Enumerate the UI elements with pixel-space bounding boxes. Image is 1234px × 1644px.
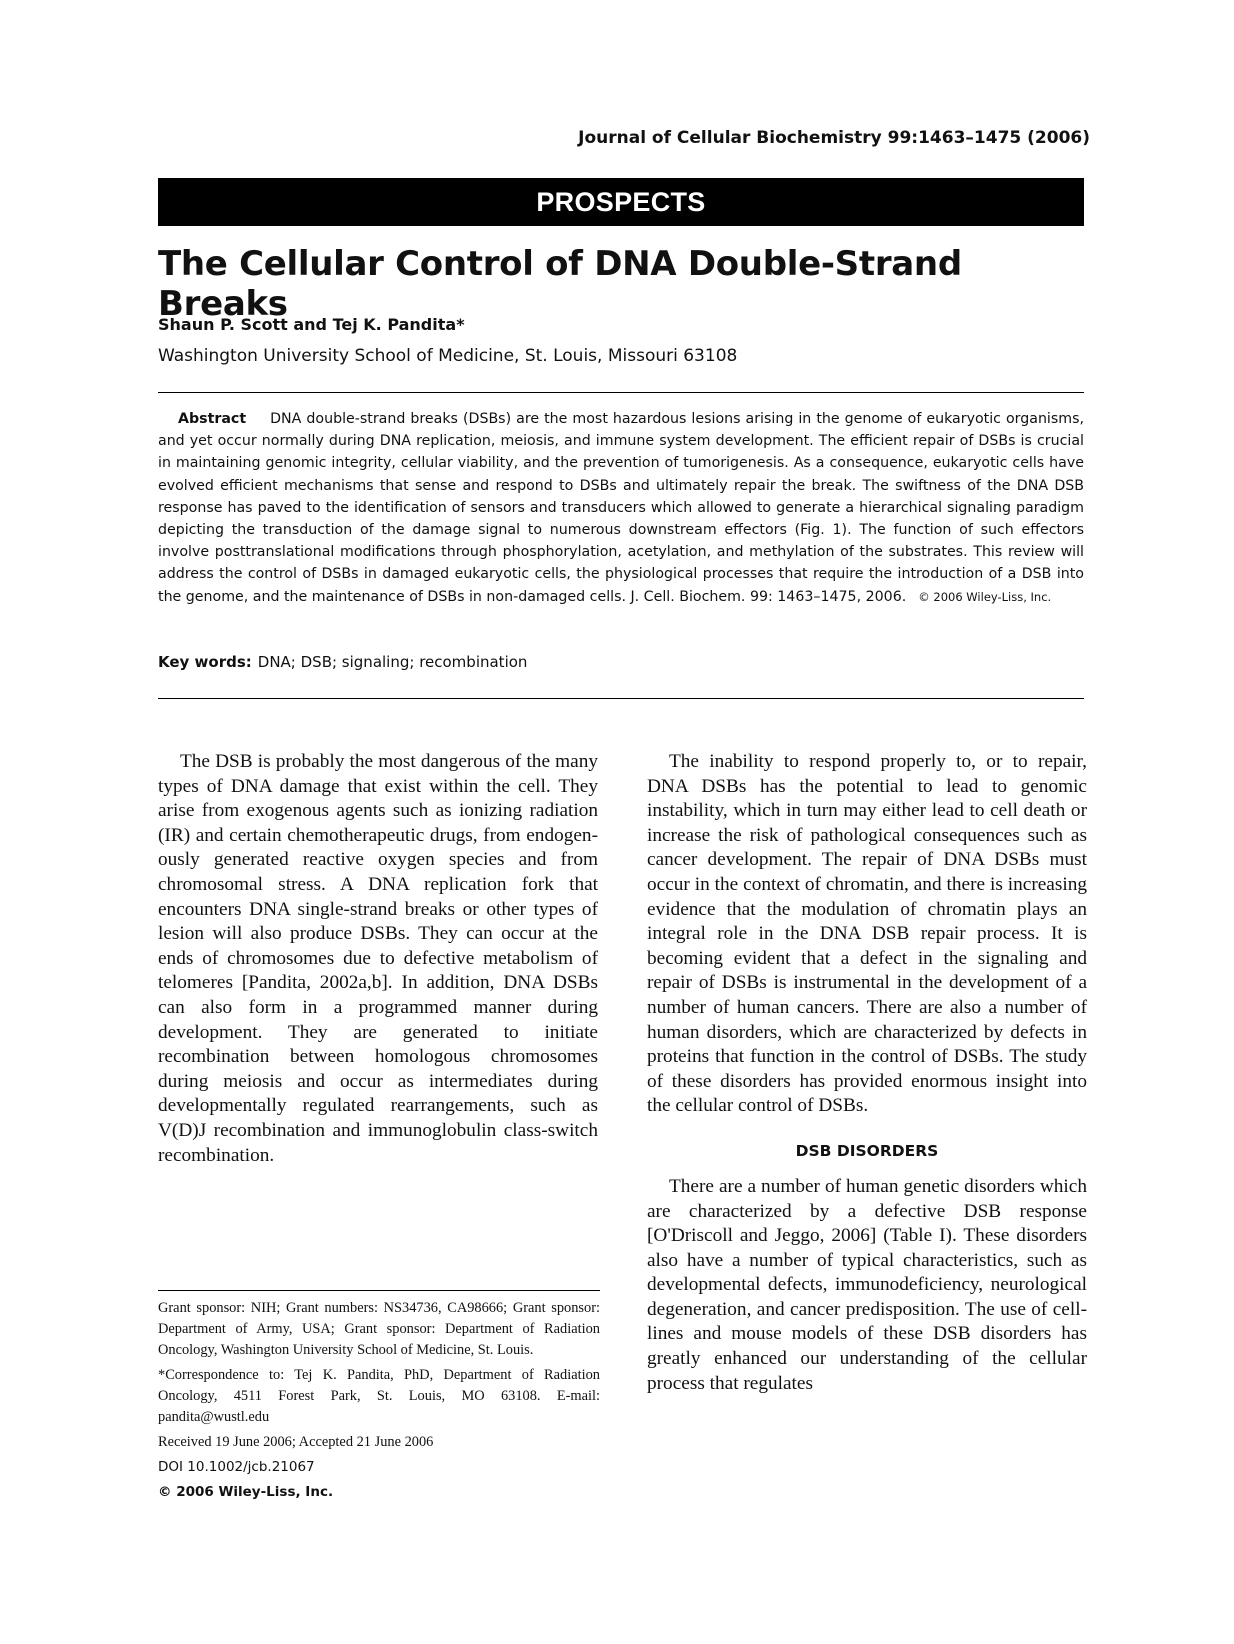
section-banner [158,178,1084,226]
abstract-copyright: © 2006 Wiley-Liss, Inc. [918,589,1052,604]
abstract-label: Abstract [178,411,247,427]
abstract-top-rule [158,392,1084,393]
keywords-label: Key words: [158,653,252,671]
body-paragraph: The inability to respond properly to, or to repair, DNA DSBs has the potential to lead to genomic instability, which in turn may either lead to cell death or increase the risk of pathological consequences such as cancer development. The repair of DNA DSBs must occur in the context of chromatin, and there is increasing evidence that the modulation of chromatin plays an integral role in the DNA DSB repair process. It is becoming evident that a defect in the signaling and repair of DSBs is instrumental in the development of a number of human cancers. There are also a number of human disorders, which are characterized by defects in proteins that function in the control of DSBs. The study of these disorders has provided enormous insight into the cellular control of DSBs. [647,751,1087,1117]
author-list: Shaun P. Scott and Tej K. Pandita* [158,315,465,334]
footnote-rule [158,1290,600,1291]
article-title: The Cellular Control of DNA Double-Strand Breaks [158,244,962,324]
keywords-text: DNA; DSB; signaling; recombination [257,653,528,671]
section-heading: DSB DISORDERS [795,1141,939,1160]
body-column-left [158,750,598,1168]
author-affiliation: Washington University School of Medicine, St. Louis, Missouri 63108 [158,346,738,366]
body-paragraph: There are a number of human genetic disorders which are characterized by a defective DSB response [O'Driscoll and Jeggo, 2006] (Table I). These disorders also have a number of typical characteristics, such as developmental defects, immunodeficiency, neurological degeneration, and cancer predisposition. The use of cell-lines and mouse models of these DSB disorders has greatly enhanced our understanding of the cellular process that regulates [647,1175,1087,1394]
abstract-bottom-rule [158,698,1084,699]
abstract-text: DNA double-strand breaks (DSBs) are the most hazardous lesions arising in the genome of eukaryotic organisms, and yet occur normally during DNA replication, meiosis, and immune system development. The efficient repair of DSBs is crucial in maintaining genomic integrity, cellular viability, and the prevention of tumorigenesis. As a consequence, eukaryotic cells have evolved efficient mechanisms that sense and respond to DSBs and ultimately repair the break. The swiftness of the DNA DSB response has paved to the identification of sensors and transducers which allowed to generate a hierarchical signaling paradigm depicting the transduction of the damage signal to numerous downstream effectors (Fig. 1). The function of such effectors involve posttranslational modifications through phosphorylation, acetylation, and methylation of the substrates. This review will address the control of DSBs in damaged eukaryotic cells, the physiological processes that require the introduction of a DSB into the genome, and the maintenance of DSBs in non-damaged cells. J. Cell. Biochem. 99: 1463–1475, 2006. [158,411,1084,605]
keywords [158,653,527,671]
copyright-footnote: © 2006 Wiley-Liss, Inc. [158,1484,334,1500]
received-footnote: Received 19 June 2006; Accepted 21 June 2006 [158,1434,434,1450]
doi-footnote: DOI 10.1002/jcb.21067 [158,1459,315,1475]
journal-citation: Journal of Cellular Biochemistry 99:1463–1475 (2006) [578,128,1090,148]
body-column-right [647,750,1087,1396]
grant-footnote: Grant sponsor: NIH; Grant numbers: NS34736, CA98666; Grant sponsor: Department of Army, USA; Grant sponsor: Department of Radiation Oncology, Washington University School of Medicine, St. Louis. [158,1300,600,1358]
footnotes [158,1298,600,1507]
abstract [158,408,1084,608]
correspondence-footnote: *Correspondence to: Tej K. Pandita, PhD, Department of Radiation Oncology, 4511 Forest Park, St. Louis, MO 63108. E-mail: pandita@wustl.edu [158,1367,600,1425]
body-paragraph: The DSB is probably the most dangerous of the many types of DNA damage that exist within the cell. They arise from exogenous agents such as ionizing radiation (IR) and certain chemotherapeutic drugs, from endogenously generated reactive oxygen species and from chromosomal stress. A DNA replication fork that encounters DNA single-strand breaks or other types of lesion will also produce DSBs. They can occur at the ends of chromosomes due to defective metabolism of telomeres [Pandita, 2002a,b]. In addition, DNA DSBs can also form in a programmed manner during development. They are generated to initiate recombination between homologous chromosomes during meiosis and occur as intermediates during developmentally regulated rearrangements, such as V(D)J recombination and immunoglobulin class-switch recombination. [158,751,598,1166]
section-label: PROSPECTS [536,187,706,217]
